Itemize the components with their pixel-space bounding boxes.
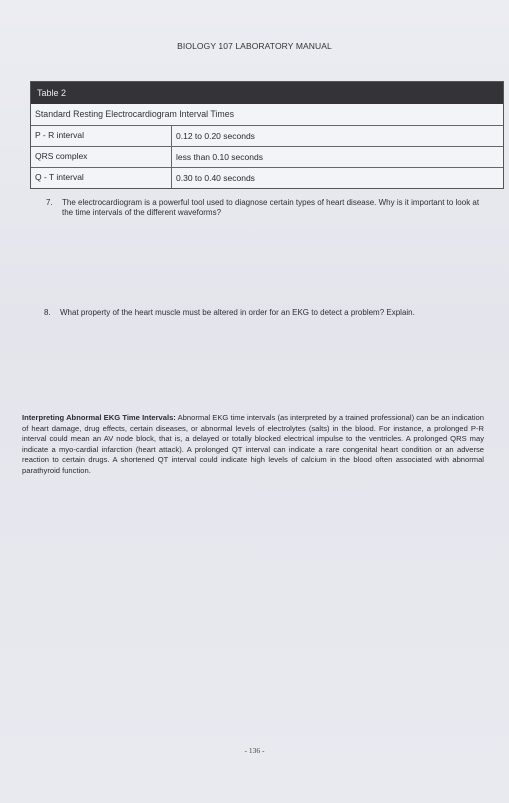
question-number: 7. [46,198,53,207]
table-caption: Standard Resting Electrocardiogram Interval Times [31,104,503,126]
table-row [31,147,503,168]
interpreting-body: Abnormal EKG time intervals (as interpreted by a trained professional) can be an indication of heart damage, drug effects, certain diseases, or abnormal levels of electrolytes (salts) in the blood. For instance, a prolonged P-R interval could mean an AV node block, that is, a delayed or totally blocked electrical impulse to the ventricles. A prolonged QRS may indicate a myo-cardial infarction (heart attack). A prolonged QT interval can indicate a rare congenital heart condition or an adverse reaction to certain drugs. A shortened QT interval could indicate high levels of calcium in the blood often associated with abnormal parathyroid function. [22,413,484,475]
page-number: - 136 - [244,746,265,755]
interval-name: QRS complex [31,147,172,167]
question-8 [44,308,484,318]
question-7 [46,198,486,218]
table-row [31,126,503,147]
interval-name: P - R interval [31,126,172,146]
interval-table [30,81,504,189]
interval-name: Q - T interval [31,168,172,188]
page-header: BIOLOGY 107 LABORATORY MANUAL [177,41,332,51]
interval-value: less than 0.10 seconds [176,152,263,162]
table-row [31,168,503,188]
question-text: What property of the heart muscle must be altered in order for an EKG to detect a problem? Explain. [60,308,415,317]
interval-value: 0.12 to 0.20 seconds [176,131,255,141]
question-text: The electrocardiogram is a powerful tool used to diagnose certain types of heart disease. Why is it important to look at the time intervals of the different waveforms? [62,198,480,217]
interval-value: 0.30 to 0.40 seconds [176,173,255,183]
interpreting-paragraph [22,413,484,477]
question-number: 8. [44,308,51,317]
interpreting-heading: Interpreting Abnormal EKG Time Intervals: [22,413,176,422]
table-label: Table 2 [31,82,503,104]
